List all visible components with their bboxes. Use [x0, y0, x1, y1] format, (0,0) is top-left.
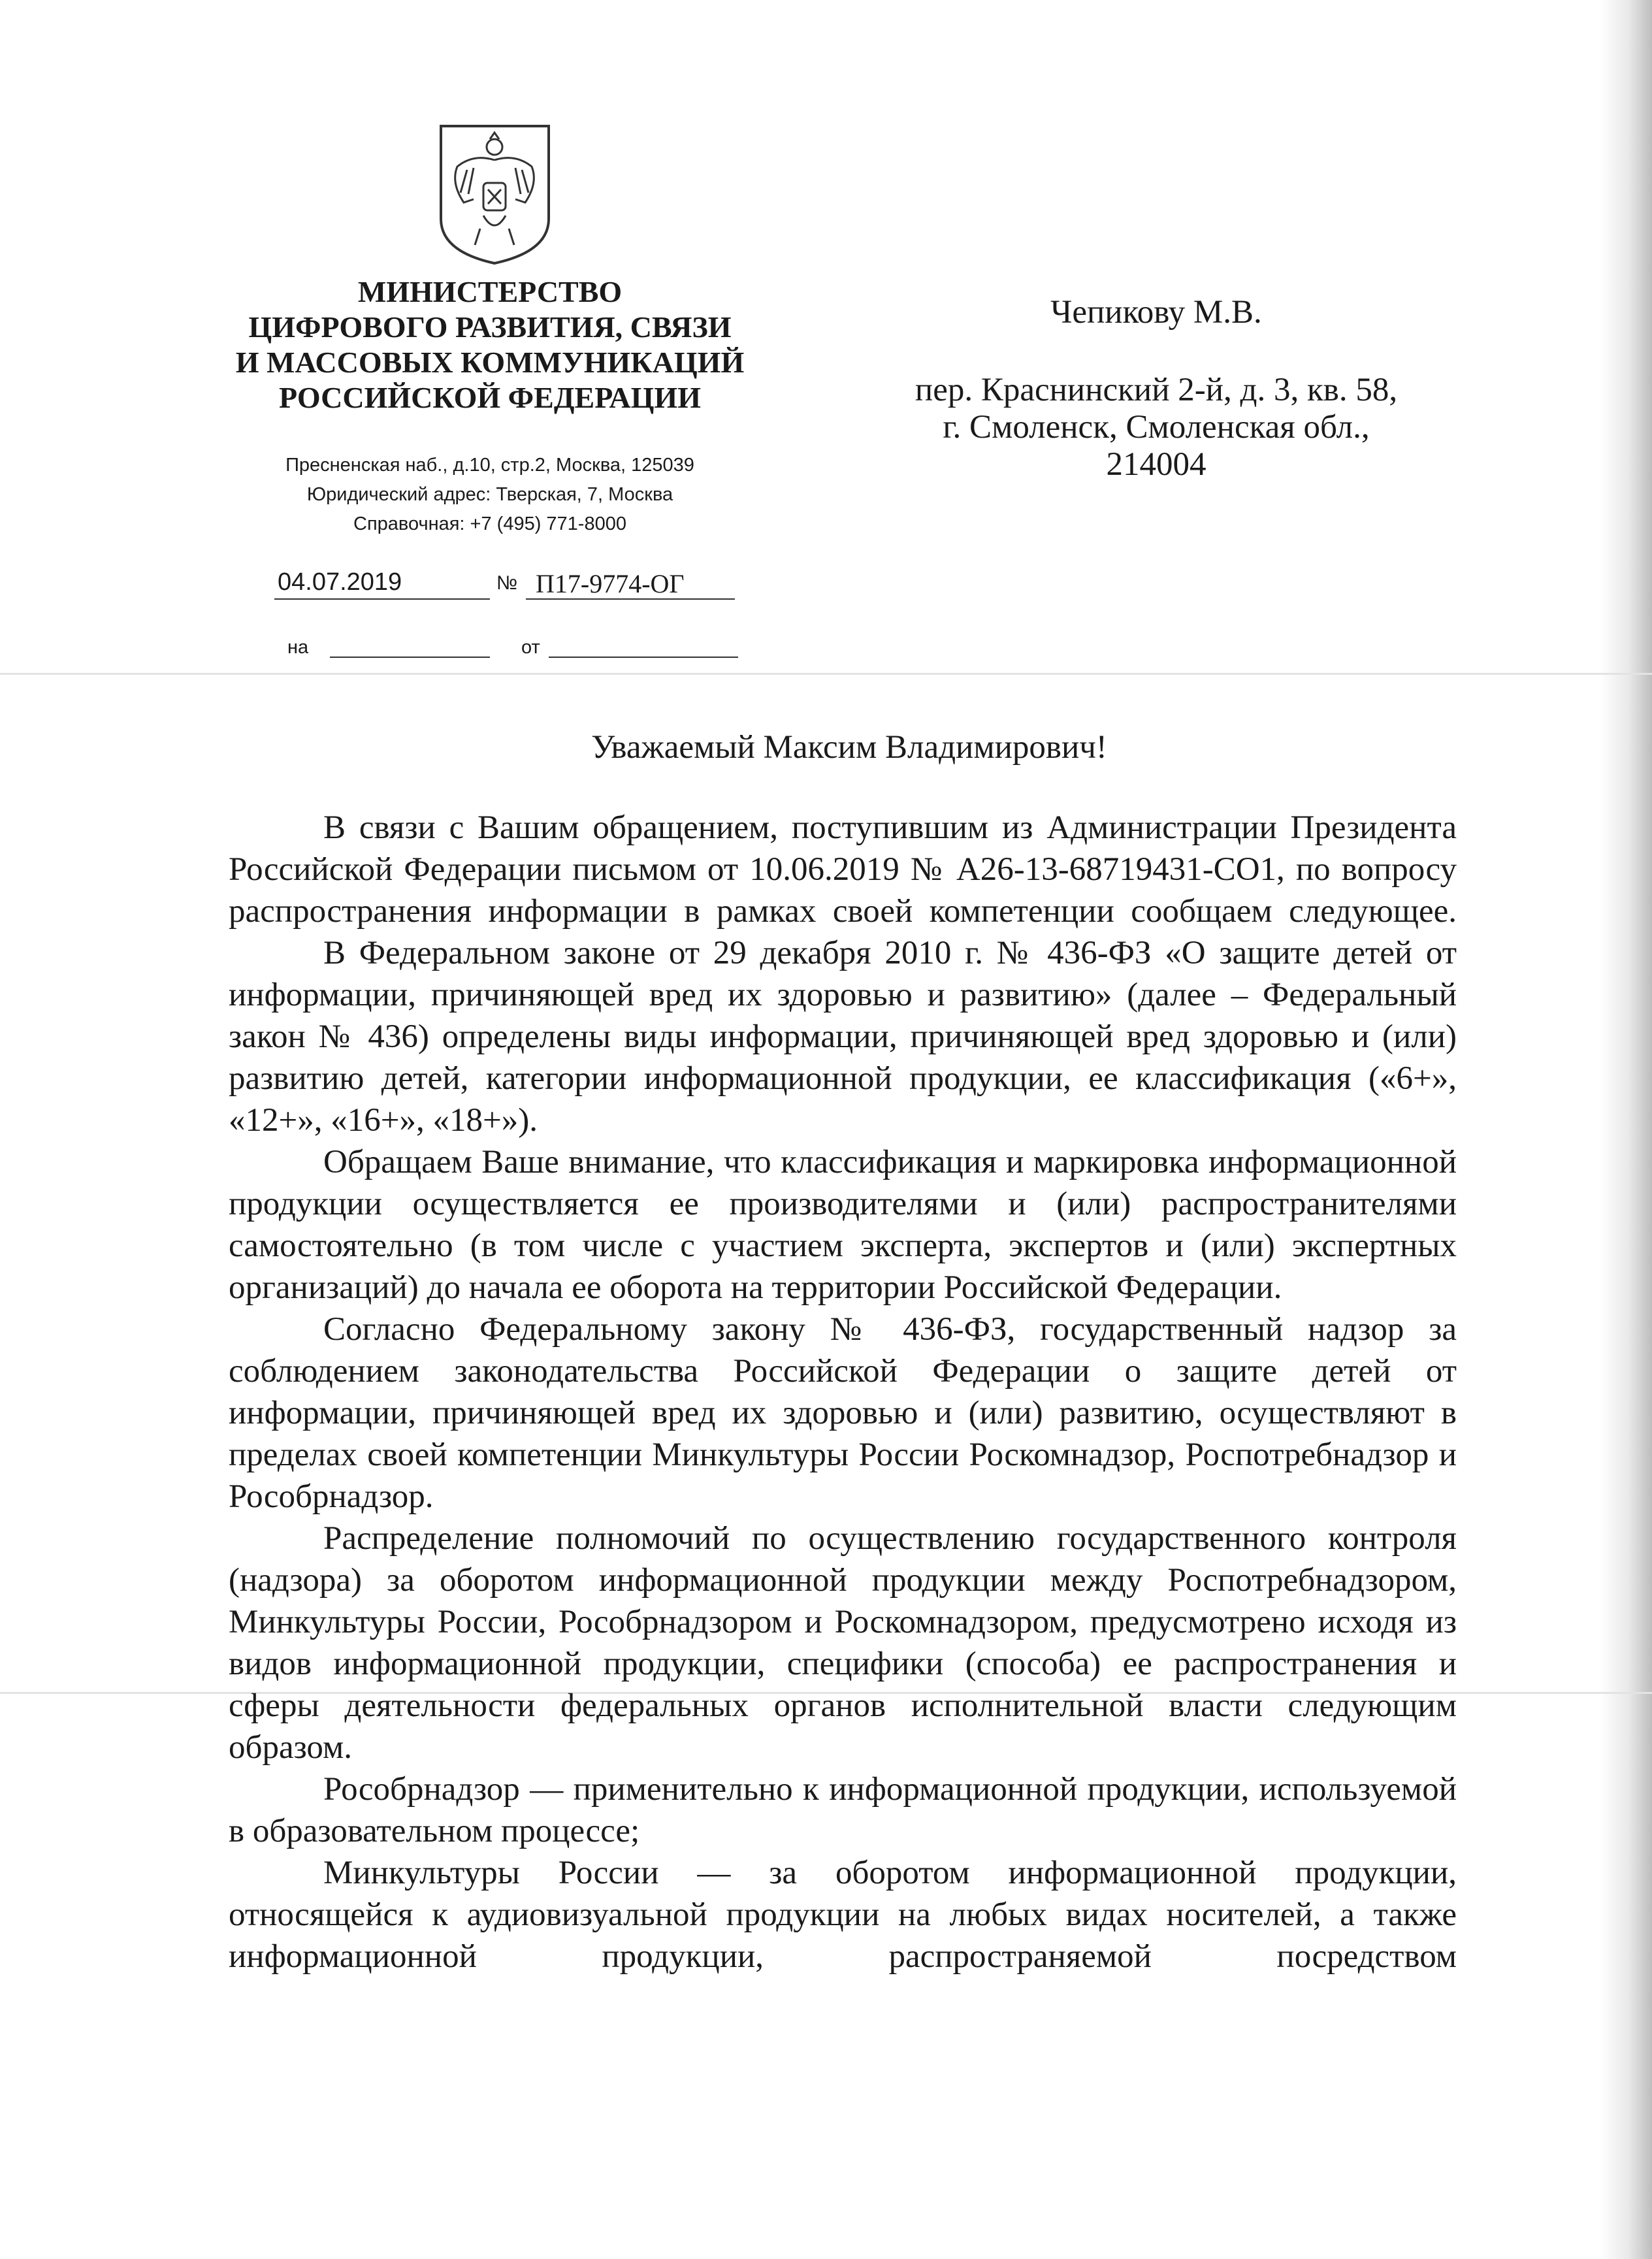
greeting: Уважаемый Максим Владимирович! — [591, 729, 1107, 766]
ministry-address-line: Пресненская наб., д.10, стр.2, Москва, 125039 — [285, 455, 694, 476]
text-line: «16+», «18+»). — [331, 1102, 538, 1139]
text-line: В связи с Вашим обращением, поступившим из Администрации — [323, 809, 1277, 846]
text-line: осуществляют в пределах своей компетенции Минкультуры России — [229, 1395, 1457, 1473]
number-underline — [526, 598, 735, 600]
ministry-name-line: МИНИСТЕРСТВО — [357, 275, 623, 308]
date-underline — [274, 598, 490, 600]
text-line: территории Российской Федерации. — [771, 1269, 1282, 1306]
number-label: № — [496, 572, 518, 594]
text-line: развитию» (далее – Федеральный закон № 436) определены виды — [229, 977, 1457, 1055]
page-edge-shadow — [1600, 0, 1652, 2259]
recipient-name: Чепикову М.В. — [1050, 294, 1262, 331]
text-line: в рамках своей компетенции сообщаем следующее. — [684, 893, 1457, 930]
ministry-legal-address: Юридический адрес: Тверская, 7, Москва — [306, 484, 673, 505]
text-line: В Федеральном законе от 29 декабря 2010 г. № 436-ФЗ — [323, 935, 1152, 971]
text-line: «О защите детей от информации, причиняющей вред их здоровью и — [229, 935, 1457, 1013]
body-paragraph — [229, 1852, 1457, 1977]
body-paragraph — [229, 1141, 1457, 1308]
text-line: федеральных органов исполнительной власти следующим образом. — [229, 1687, 1457, 1766]
text-line: Распределение полномочий по осуществлению государственного — [323, 1520, 1306, 1557]
body-paragraph — [229, 1768, 1457, 1852]
text-line: используемой в образовательном процессе; — [229, 1771, 1457, 1849]
text-line: категории информационной продукции, ее классификация («6+», «12+», — [229, 1060, 1457, 1139]
text-line: от информации, причиняющей вред их здоровью и (или) развитию, — [229, 1353, 1457, 1431]
text-line: распространителями самостоятельно (в том числе с участием эксперта, — [229, 1186, 1457, 1264]
text-line: Роспотребнадзором, Минкультуры России, Рособрнадзором и — [229, 1562, 1457, 1640]
text-line: Роскомнадзор, Роспотребнадзор и Рособрнадзор. — [229, 1437, 1457, 1515]
letter-date: 04.07.2019 — [278, 568, 402, 596]
text-line: за соблюдением законодательства Российской Федерации о защите детей — [229, 1311, 1457, 1390]
text-line: Минкультуры России — за оборотом информационной продукции, — [323, 1855, 1457, 1891]
recipient-block — [843, 294, 1470, 483]
text-line: Согласно Федеральному закону № 436-ФЗ, государственный надзор — [323, 1311, 1404, 1348]
paper-fold-line — [0, 673, 1652, 675]
letter-body — [229, 807, 1457, 1977]
text-line: а также информационной продукции, распространяемой посредством — [229, 1896, 1457, 1975]
from-label: от — [521, 637, 540, 658]
text-line: № А26-13-68719431-СО1, по вопросу распространения информации — [229, 851, 1457, 930]
body-paragraph — [229, 932, 1457, 1141]
on-underline — [330, 657, 490, 658]
text-line: относящейся к аудиовизуальной продукции на любых видах носителей, — [229, 1896, 1321, 1933]
recipient-address-line: пер. Краснинский 2-й, д. 3, кв. 58, — [915, 372, 1398, 408]
ministry-address — [209, 451, 771, 539]
letter-number: П17-9774-ОГ — [536, 569, 685, 598]
on-label: на — [287, 637, 309, 658]
ministry-name-line: ЦИФРОВОГО РАЗВИТИЯ, СВЯЗИ — [248, 310, 732, 344]
text-line: Рособрнадзор — применительно к информационной продукции, — [323, 1771, 1250, 1808]
text-line: экспертов и (или) экспертных организаций) до начала ее оборота на — [229, 1227, 1457, 1306]
ministry-phone: Справочная: +7 (495) 771-8000 — [353, 513, 626, 534]
ministry-name-line: И МАССОВЫХ КОММУНИКАЦИЙ — [235, 346, 745, 379]
text-line: Роскомнадзором, предусмотрено исходя из видов информационной — [229, 1604, 1457, 1682]
body-paragraph — [229, 1308, 1457, 1518]
from-underline — [549, 657, 738, 658]
text-line: информационной продукции осуществляется ее производителями и (или) — [229, 1144, 1457, 1222]
text-line: Президента Российской Федерации письмом от 10.06.2019 — [229, 809, 1457, 888]
text-line: информации, причиняющей вред здоровью и (или) развитию детей, — [229, 1018, 1457, 1097]
text-line: Обращаем Ваше внимание, что классификация и маркировка — [323, 1144, 1199, 1180]
recipient-address-line: г. Смоленск, Смоленская обл., — [943, 409, 1370, 446]
body-paragraph — [229, 807, 1457, 932]
russian-coat-of-arms-icon — [428, 121, 562, 268]
body-paragraph — [229, 1518, 1457, 1768]
text-line: контроля (надзора) за оборотом информационной продукции между — [229, 1520, 1457, 1599]
recipient-postal-code: 214004 — [1106, 446, 1207, 483]
ministry-name-line: РОССИЙСКОЙ ФЕДЕРАЦИИ — [279, 381, 701, 414]
ministry-name — [189, 274, 790, 415]
reference-line — [287, 637, 758, 670]
registration-line — [271, 568, 754, 601]
text-line: продукции, специфики (способа) ее распространения и сферы деятельности — [229, 1646, 1457, 1724]
